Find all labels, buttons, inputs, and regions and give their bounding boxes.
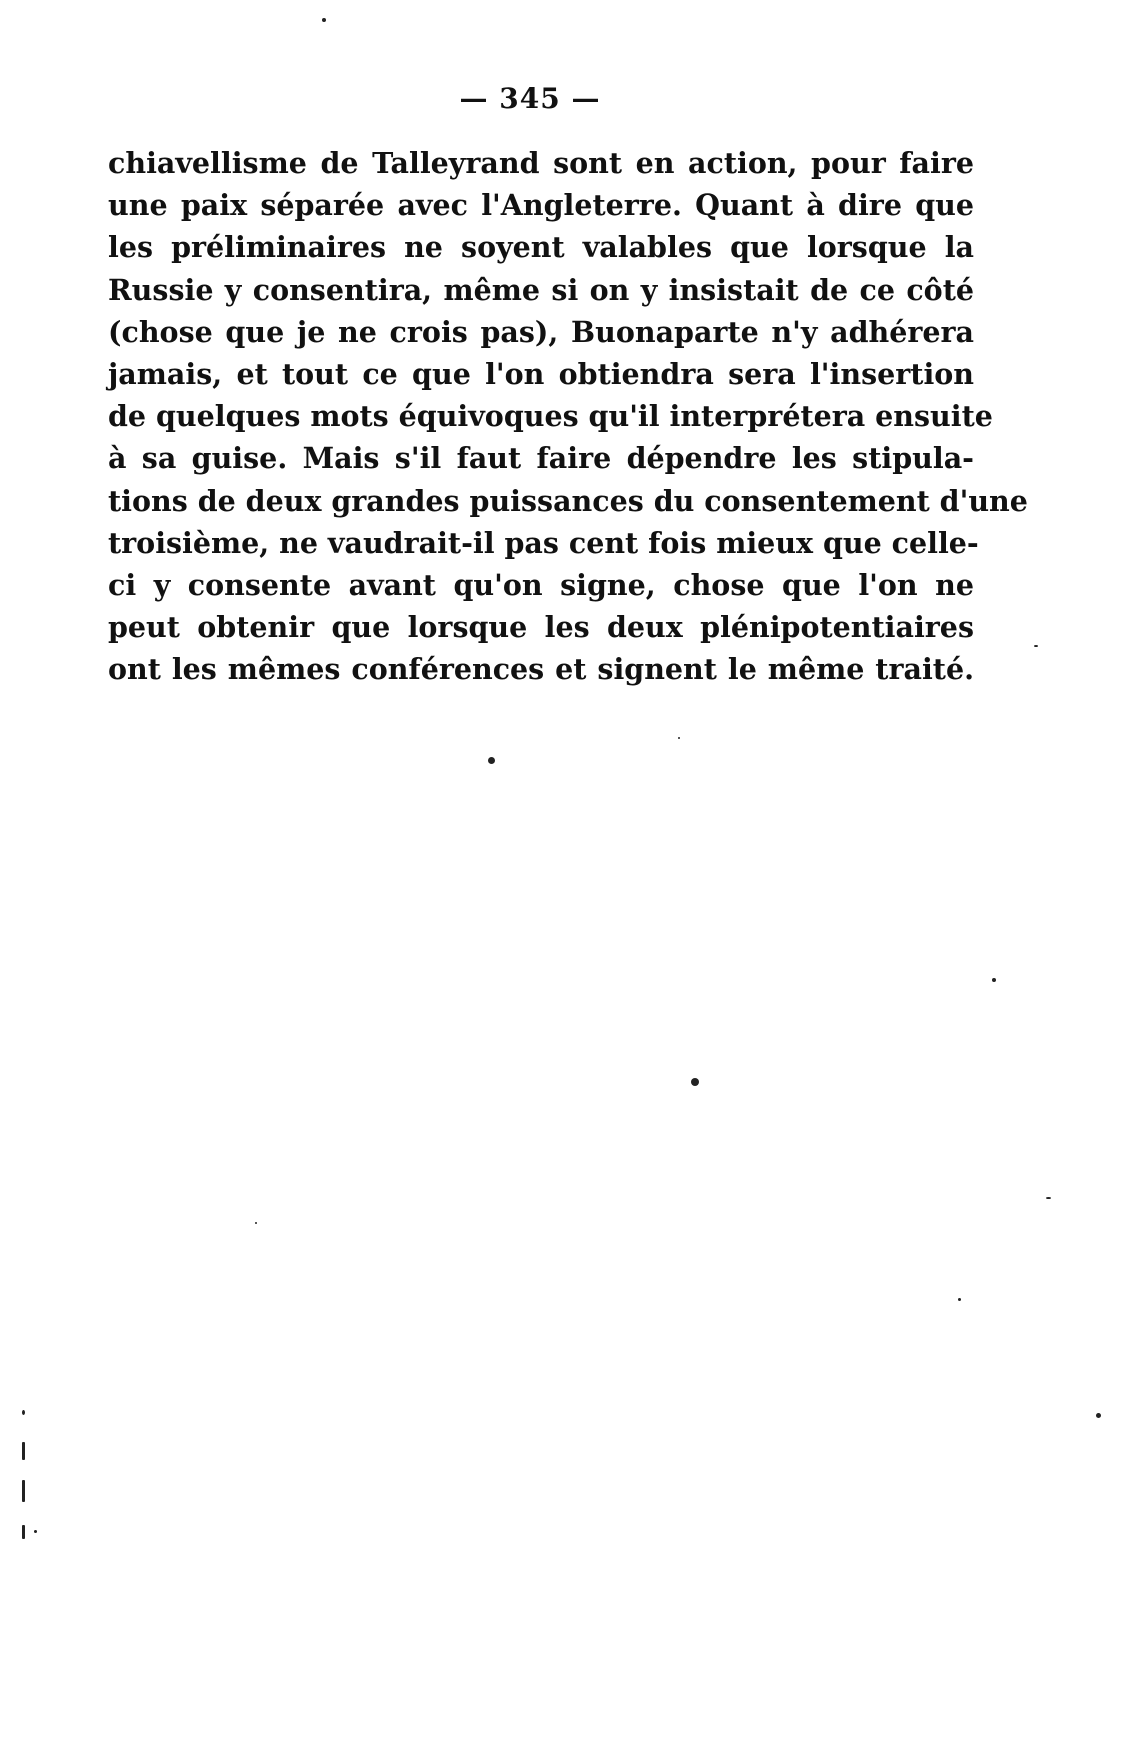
scan-speck [1096,1413,1101,1418]
scan-speck [22,1442,25,1460]
text-line: peut obtenir que lorsque les deux plénipotentiaires [108,610,974,645]
text-line: troisième, ne vaudrait-il pas cent fois mieux que celle- [108,525,979,560]
page-number: — 345 — [459,82,601,115]
scan-speck [1046,1197,1051,1199]
scan-speck [958,1298,961,1301]
text-line: de quelques mots équivoques qu'il interprétera ensuite [108,399,993,434]
text-line: chiavellisme de Talleyrand sont en action, pour faire [108,146,974,180]
text-line: les préliminaires ne soyent valables que lorsque la [108,230,974,265]
text-line: à sa guise. Mais s'il faut faire dépendre les stipula- [108,441,974,476]
text-line: ont les mêmes conférences et signent le même traité. [108,652,974,687]
scan-speck [22,1480,25,1502]
text-line: tions de deux grandes puissances du consentement d'une [108,483,1028,518]
scan-speck [22,1525,25,1539]
scan-speck [255,1222,257,1224]
text-line: (chose que je ne crois pas), Buonaparte n'y adhérera [108,314,974,349]
body-text [108,142,1028,690]
scan-speck [34,1530,37,1533]
text-line: une paix séparée avec l'Angleterre. Quant à dire que [108,188,974,223]
scan-speck [691,1078,699,1086]
scan-speck [488,757,495,764]
text-line: ci y consente avant qu'on signe, chose que l'on ne [108,567,974,602]
text-line: Russie y consentira, même si on y insistait de ce côté [108,272,974,307]
scan-speck [322,18,326,22]
text-line: jamais, et tout ce que l'on obtiendra sera l'insertion [108,356,974,391]
scan-speck [992,978,996,982]
scan-speck [22,1410,25,1415]
scan-speck [678,737,680,739]
scan-speck [1034,645,1038,647]
